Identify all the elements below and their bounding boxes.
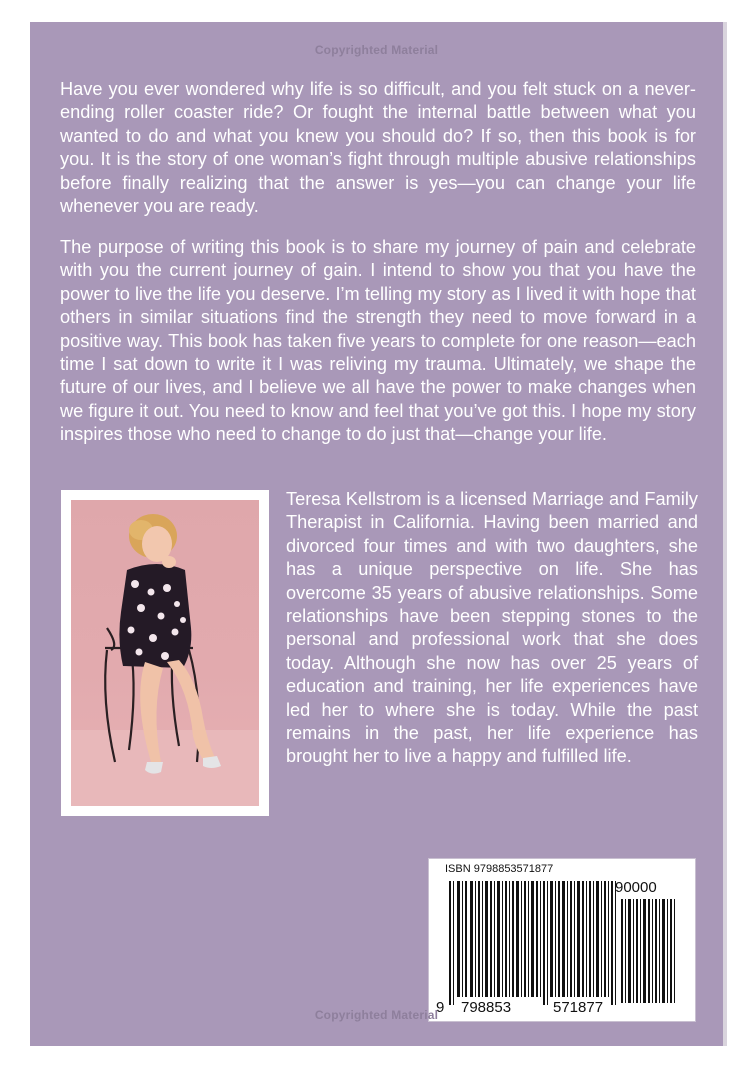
author-photo <box>71 500 259 806</box>
price-code: 90000 <box>615 879 657 896</box>
isbn-label: ISBN 9798853571877 <box>445 863 554 875</box>
barcode-digits-group-1: 798853 <box>461 999 512 1016</box>
copyright-watermark-bottom: Copyrighted Material <box>314 1008 439 1022</box>
book-back-cover <box>30 22 723 1046</box>
author-photo-frame <box>61 490 269 816</box>
blurb-paragraph-2: The purpose of writing this book is to share my journey of pain and celebrate with you the current journey of gain. I intend to show you that you have the power to live the life you deserve. I’m telling my story as I lived it with hope that others in similar situations find the strength they need to move forward in a positive way. This book has taken five years to complete for one reason—each time I sat down to write it I was reliving my trauma. Ultimately, we shape the future of our lives, and I believe we all have the power to make changes when we figure it out. You need to know and feel that you’ve got this. I hope my story inspires those who need to change to do just that—change your life. <box>60 237 696 445</box>
copyright-watermark-top: Copyrighted Material <box>314 43 439 57</box>
blurb-paragraph-1: Have you ever wondered why life is so difficult, and you felt stuck on a never-ending roller coaster ride? Or fought the internal battle between what you wanted to do and what you knew you should do? If so, then this book is for you. It is the story of one woman’s fight through multiple abusive relationships before finally realizing that the answer is yes—you can change your life whenever you are ready. <box>60 79 696 217</box>
author-photo-illustration <box>71 500 259 806</box>
barcode-digits-group-2: 571877 <box>553 999 604 1016</box>
isbn-barcode <box>428 858 696 1022</box>
author-bio: Teresa Kellstrom is a licensed Marriage and Family Therapist in California. Having been married and divorced four times and with two daughters, she has a unique perspective on life. She has overcome 35 years of abusive relationships. Some relationships have been stepping stones to the personal and professional work that she does today. Although she now has over 25 years of education and training, her life experiences have led her to where she is today. While the past remains in the past, her life experience has brought her to live a happy and fulfilled life. <box>286 489 698 767</box>
cover-edge <box>723 22 727 1046</box>
barcode-digit-first: 9 <box>436 999 445 1016</box>
